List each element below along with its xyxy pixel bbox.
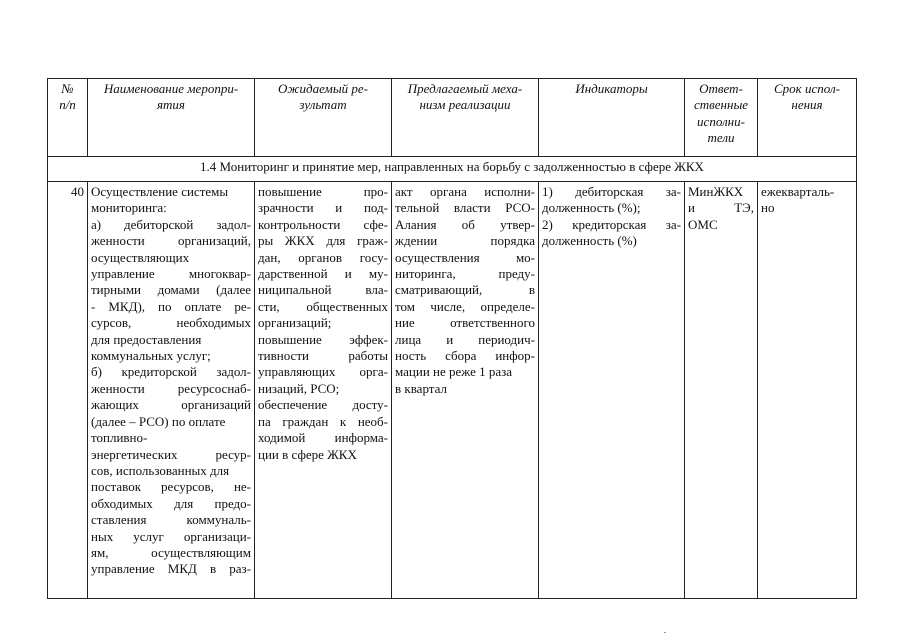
cell-line: энергетических ресур- <box>91 446 251 462</box>
cell-line: ОМС <box>688 216 718 232</box>
activity-text <box>91 184 251 596</box>
header-indicators-line-1: Индикаторы <box>575 81 648 96</box>
header-mechanism <box>392 79 539 157</box>
cell-line: мации не реже 1 раза <box>395 364 513 380</box>
cell-line: (далее – РСО) по оплате <box>91 413 226 429</box>
cell-line: 2) кредиторская за- <box>542 216 681 232</box>
header-mechanism-line-1: Предлагаемый меха- <box>407 81 523 96</box>
cell-line: Осуществление системы <box>91 184 229 199</box>
header-activity <box>88 79 255 157</box>
cell-line: МинЖКХ <box>688 184 744 199</box>
indicators-cell <box>539 182 685 599</box>
header-responsible <box>685 79 758 157</box>
cell-line: мониторинга: <box>91 200 167 216</box>
cell-line: ние ответственного <box>395 315 535 331</box>
table-header-row <box>48 79 857 157</box>
cell-line: па граждан к необ- <box>258 413 388 429</box>
cell-line: контрольности сфе- <box>258 216 388 232</box>
cell-line: ниторинга, преду- <box>395 266 535 282</box>
header-deadline <box>758 79 857 157</box>
cell-line: тельной власти РСО- <box>395 200 535 216</box>
deadline-text <box>761 184 853 596</box>
header-number-line-2: п/п <box>59 97 76 113</box>
header-mechanism-line-2: низм реализации <box>419 97 511 113</box>
cell-line: ходимой информа- <box>258 430 388 446</box>
cell-line: ждении порядка <box>395 233 535 249</box>
header-deadline-line-2: нения <box>791 97 823 113</box>
cell-line: женности организаций, <box>91 233 251 249</box>
scan-artifact-mark <box>664 632 666 633</box>
measures-table <box>47 78 857 599</box>
cell-line: женности ресурсоснаб- <box>91 380 251 396</box>
cell-line: управление многоквар- <box>91 266 251 282</box>
cell-line: управляющих орга- <box>258 364 388 380</box>
deadline-cell <box>758 182 857 599</box>
cell-line: ры ЖКХ для граж- <box>258 233 388 249</box>
cell-line: лица и периодич- <box>395 331 535 347</box>
cell-line: для предоставления <box>91 331 202 347</box>
header-deadline-line-1: Срок испол- <box>774 81 840 96</box>
result-cell <box>255 182 392 599</box>
cell-line: долженность (%); <box>542 200 641 216</box>
header-responsible-line-3: исполни- <box>697 113 745 129</box>
cell-line: тирными домами (далее <box>91 282 251 298</box>
cell-line: - МКД), по оплате ре- <box>91 298 251 314</box>
cell-line: дан, органов госу- <box>258 249 388 265</box>
result-text <box>258 184 388 596</box>
cell-line: сти, общественных <box>258 298 388 314</box>
cell-line: а) дебиторской задол- <box>91 216 251 232</box>
cell-line: ниципальной вла- <box>258 282 388 298</box>
cell-line: и ТЭ, <box>688 200 754 216</box>
cell-line: 1) дебиторская за- <box>542 184 681 199</box>
cell-line: управление МКД в раз- <box>91 561 251 577</box>
header-responsible-line-4: тели <box>707 130 735 146</box>
header-responsible-line-1: Ответ- <box>699 81 743 96</box>
header-activity-line-2: ятия <box>157 97 185 113</box>
cell-line: повышение эффек- <box>258 331 388 347</box>
cell-line: повышение про- <box>258 184 388 199</box>
cell-line: дарственной и му- <box>258 266 388 282</box>
cell-line: поставок ресурсов, не- <box>91 479 251 495</box>
mechanism-text <box>395 184 535 596</box>
indicators-text <box>542 184 681 596</box>
responsible-text <box>688 184 754 596</box>
header-responsible-line-2: ственные <box>693 97 749 113</box>
table-row <box>48 182 857 599</box>
header-expected-result <box>255 79 392 157</box>
mechanism-cell <box>392 182 539 599</box>
activity-cell <box>88 182 255 599</box>
cell-line: ежекварталь- <box>761 184 835 199</box>
cell-line: осуществляющих <box>91 249 190 265</box>
row-number: 40 <box>48 182 88 599</box>
cell-line: ям, осуществляющим <box>91 544 251 560</box>
cell-line: но <box>761 200 775 216</box>
cell-line: низаций, РСО; <box>258 380 340 396</box>
responsible-cell <box>685 182 758 599</box>
cell-line: топливно- <box>91 430 148 446</box>
cell-line: в квартал <box>395 380 447 396</box>
cell-line: организаций; <box>258 315 332 331</box>
header-indicators <box>539 79 685 157</box>
cell-line: осуществления мо- <box>395 249 535 265</box>
header-result-line-1: Ожидаемый ре- <box>278 81 368 96</box>
cell-line: ставления коммуналь- <box>91 512 251 528</box>
header-activity-line-1: Наименование меропри- <box>103 81 239 96</box>
cell-line: жающих организаций <box>91 397 251 413</box>
cell-line: сурсов, необходимых <box>91 315 251 331</box>
cell-line: том числе, определе- <box>395 298 535 314</box>
cell-line: обходимых для предо- <box>91 495 251 511</box>
cell-line: б) кредиторской задол- <box>91 364 251 380</box>
section-row <box>48 157 857 182</box>
header-number <box>48 79 88 157</box>
section-title: 1.4 Мониторинг и принятие мер, направленных на борьбу с задолженностью в сфере ЖКХ <box>48 157 857 182</box>
cell-line: Алания об утвер- <box>395 216 535 232</box>
cell-line: сматривающий, в <box>395 282 535 298</box>
cell-line: обеспечение досту- <box>258 397 388 413</box>
header-result-line-2: зультат <box>299 97 347 113</box>
cell-line: тивности работы <box>258 348 388 364</box>
cell-line: долженность (%) <box>542 233 637 249</box>
cell-line: ность сбора инфор- <box>395 348 535 364</box>
cell-line: ции в сфере ЖКХ <box>258 446 357 462</box>
cell-line: зрачности и под- <box>258 200 388 216</box>
cell-line: акт органа исполни- <box>395 184 535 199</box>
cell-line: сов, использованных для <box>91 462 230 478</box>
header-number-line-1: № <box>61 81 74 96</box>
cell-line: ных услуг организаци- <box>91 528 251 544</box>
cell-line: коммунальных услуг; <box>91 348 211 364</box>
